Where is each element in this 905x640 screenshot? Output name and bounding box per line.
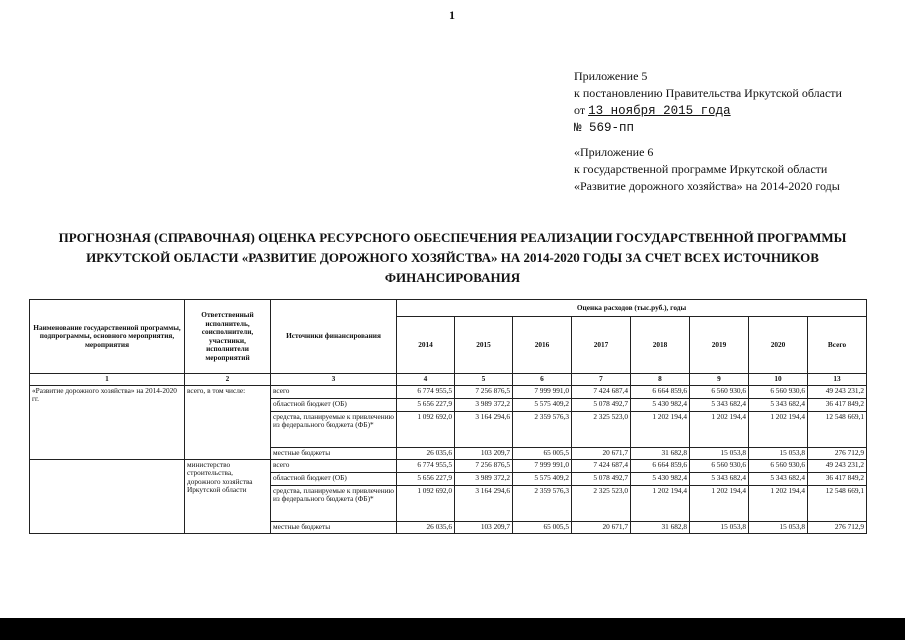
year-header: 2017 bbox=[572, 317, 631, 374]
amount-cell: 2 359 576,3 bbox=[513, 485, 572, 521]
column-number: 4 bbox=[397, 374, 455, 386]
table-body bbox=[30, 374, 867, 534]
executor-cell: всего, в том числе: bbox=[185, 385, 271, 459]
column-number: 3 bbox=[271, 374, 397, 386]
amount-cell: 7 256 876,5 bbox=[455, 385, 513, 398]
amount-cell: 3 164 294,6 bbox=[455, 485, 513, 521]
year-header: 2018 bbox=[631, 317, 690, 374]
amount-cell: 20 671,7 bbox=[572, 447, 631, 459]
year-header: 2015 bbox=[455, 317, 513, 374]
funding-source-cell: всего bbox=[271, 385, 397, 398]
year-header: 2016 bbox=[513, 317, 572, 374]
amount-cell: 3 989 372,2 bbox=[455, 398, 513, 411]
amount-cell: 5 078 492,7 bbox=[572, 398, 631, 411]
amount-cell: 36 417 849,2 bbox=[808, 472, 867, 485]
budget-table bbox=[29, 299, 867, 534]
appendix-6-program-name: «Развитие дорожного хозяйства» на 2014-2020 годы bbox=[574, 179, 840, 193]
amount-cell: 26 035,6 bbox=[397, 521, 455, 533]
amount-cell: 6 664 859,6 bbox=[631, 459, 690, 472]
column-number: 5 bbox=[455, 374, 513, 386]
amount-cell: 5 575 409,2 bbox=[513, 472, 572, 485]
funding-source-cell: местные бюджеты bbox=[271, 447, 397, 459]
amount-cell: 1 202 194,4 bbox=[749, 411, 808, 447]
funding-source-cell: средства, планируемые к привлечению из федерального бюджета (ФБ)* bbox=[271, 411, 397, 447]
column-number: 1 bbox=[30, 374, 185, 386]
appendix-5-block bbox=[574, 68, 842, 137]
amount-cell: 7 999 991,0 bbox=[513, 459, 572, 472]
appendix-6-program: к государственной программе Иркутской области bbox=[574, 162, 828, 176]
amount-cell: 1 092 692,0 bbox=[397, 411, 455, 447]
amount-cell: 6 560 930,6 bbox=[749, 385, 808, 398]
year-header: 2019 bbox=[690, 317, 749, 374]
amount-cell: 6 774 955,5 bbox=[397, 459, 455, 472]
amount-cell: 6 664 859,6 bbox=[631, 385, 690, 398]
amount-cell: 6 560 930,6 bbox=[749, 459, 808, 472]
header-executor: Ответственный исполнитель, соисполнители, участники, исполнители мероприятий bbox=[185, 300, 271, 374]
scan-edge bbox=[0, 618, 905, 640]
amount-cell: 6 560 930,6 bbox=[690, 459, 749, 472]
appendix-5-title: Приложение 5 bbox=[574, 69, 648, 83]
date-prefix: от bbox=[574, 103, 586, 117]
header-program-name: Наименование государственной программы, подпрограммы, основного мероприятия, мероприятия bbox=[30, 300, 185, 374]
amount-cell: 5 430 982,4 bbox=[631, 398, 690, 411]
column-number: 2 bbox=[185, 374, 271, 386]
funding-source-cell: областной бюджет (ОБ) bbox=[271, 398, 397, 411]
amount-cell: 36 417 849,2 bbox=[808, 398, 867, 411]
amount-cell: 1 202 194,4 bbox=[690, 411, 749, 447]
year-header: Всего bbox=[808, 317, 867, 374]
table-row bbox=[30, 459, 867, 472]
amount-cell: 15 053,8 bbox=[690, 521, 749, 533]
amount-cell: 2 325 523,0 bbox=[572, 411, 631, 447]
amount-cell: 5 430 982,4 bbox=[631, 472, 690, 485]
column-number: 9 bbox=[690, 374, 749, 386]
amount-cell: 5 656 227,9 bbox=[397, 472, 455, 485]
date-value: 13 ноября 2015 года bbox=[588, 104, 731, 118]
amount-cell: 276 712,9 bbox=[808, 447, 867, 459]
amount-cell: 1 202 194,4 bbox=[631, 485, 690, 521]
amount-cell: 103 209,7 bbox=[455, 447, 513, 459]
amount-cell: 12 548 669,1 bbox=[808, 411, 867, 447]
appendix-6-title: «Приложение 6 bbox=[574, 145, 654, 159]
program-name-cell bbox=[30, 459, 185, 533]
column-number: 7 bbox=[572, 374, 631, 386]
appendix-5-resolution: к постановлению Правительства Иркутской области bbox=[574, 86, 842, 100]
amount-cell: 20 671,7 bbox=[572, 521, 631, 533]
amount-cell: 12 548 669,1 bbox=[808, 485, 867, 521]
amount-cell: 49 243 231,2 bbox=[808, 459, 867, 472]
funding-source-cell: средства, планируемые к привлечению из федерального бюджета (ФБ)* bbox=[271, 485, 397, 521]
amount-cell: 31 682,8 bbox=[631, 521, 690, 533]
appendix-6-block bbox=[574, 144, 840, 195]
amount-cell: 15 053,8 bbox=[690, 447, 749, 459]
amount-cell: 2 359 576,3 bbox=[513, 411, 572, 447]
amount-cell: 7 999 991,0 bbox=[513, 385, 572, 398]
amount-cell: 1 202 194,4 bbox=[749, 485, 808, 521]
amount-cell: 65 005,5 bbox=[513, 447, 572, 459]
program-name-cell: «Развитие дорожного хозяйства» на 2014-2020 гг. bbox=[30, 385, 185, 459]
table-row bbox=[30, 385, 867, 398]
amount-cell: 65 005,5 bbox=[513, 521, 572, 533]
amount-cell: 2 325 523,0 bbox=[572, 485, 631, 521]
amount-cell: 15 053,8 bbox=[749, 447, 808, 459]
amount-cell: 3 989 372,2 bbox=[455, 472, 513, 485]
amount-cell: 276 712,9 bbox=[808, 521, 867, 533]
funding-source-cell: местные бюджеты bbox=[271, 521, 397, 533]
page-number: 1 bbox=[449, 8, 455, 22]
amount-cell: 1 092 692,0 bbox=[397, 485, 455, 521]
document-title: ПРОГНОЗНАЯ (СПРАВОЧНАЯ) ОЦЕНКА РЕСУРСНОГО ОБЕСПЕЧЕНИЯ РЕАЛИЗАЦИИ ГОСУДАРСТВЕННОЙ ПРОГРАММЫ ИРКУТСКОЙ ОБЛАСТИ «РАЗВИТИЕ ДОРОЖНОГО ХОЗЯЙСТВА» НА 2014-2020 ГОДЫ ЗА СЧЕТ ВСЕХ ИСТОЧНИКОВ ФИНАНСИРОВАНИЯ bbox=[58, 230, 847, 285]
header-source: Источники финансирования bbox=[271, 300, 397, 374]
column-number-row bbox=[30, 374, 867, 386]
column-number: 6 bbox=[513, 374, 572, 386]
column-number: 13 bbox=[808, 374, 867, 386]
amount-cell: 5 078 492,7 bbox=[572, 472, 631, 485]
amount-cell: 5 343 682,4 bbox=[749, 472, 808, 485]
amount-cell: 1 202 194,4 bbox=[631, 411, 690, 447]
year-header: 2020 bbox=[749, 317, 808, 374]
amount-cell: 31 682,8 bbox=[631, 447, 690, 459]
amount-cell: 5 575 409,2 bbox=[513, 398, 572, 411]
amount-cell: 5 656 227,9 bbox=[397, 398, 455, 411]
amount-cell: 7 256 876,5 bbox=[455, 459, 513, 472]
amount-cell: 7 424 687,4 bbox=[572, 459, 631, 472]
amount-cell: 49 243 231,2 bbox=[808, 385, 867, 398]
amount-cell: 5 343 682,4 bbox=[749, 398, 808, 411]
funding-source-cell: всего bbox=[271, 459, 397, 472]
amount-cell: 5 343 682,4 bbox=[690, 398, 749, 411]
amount-cell: 1 202 194,4 bbox=[690, 485, 749, 521]
column-number: 8 bbox=[631, 374, 690, 386]
amount-cell: 7 424 687,4 bbox=[572, 385, 631, 398]
amount-cell: 103 209,7 bbox=[455, 521, 513, 533]
header-estimate: Оценка расходов (тыс.руб.), годы bbox=[397, 300, 867, 317]
column-number: 10 bbox=[749, 374, 808, 386]
funding-source-cell: областной бюджет (ОБ) bbox=[271, 472, 397, 485]
amount-cell: 3 164 294,6 bbox=[455, 411, 513, 447]
executor-cell: министерство строительства, дорожного хозяйства Иркутской области bbox=[185, 459, 271, 533]
appendix-5-date bbox=[574, 102, 842, 120]
amount-cell: 6 774 955,5 bbox=[397, 385, 455, 398]
amount-cell: 6 560 930,6 bbox=[690, 385, 749, 398]
resolution-number: № 569-пп bbox=[574, 121, 635, 135]
year-header: 2014 bbox=[397, 317, 455, 374]
amount-cell: 15 053,8 bbox=[749, 521, 808, 533]
amount-cell: 5 343 682,4 bbox=[690, 472, 749, 485]
amount-cell: 26 035,6 bbox=[397, 447, 455, 459]
